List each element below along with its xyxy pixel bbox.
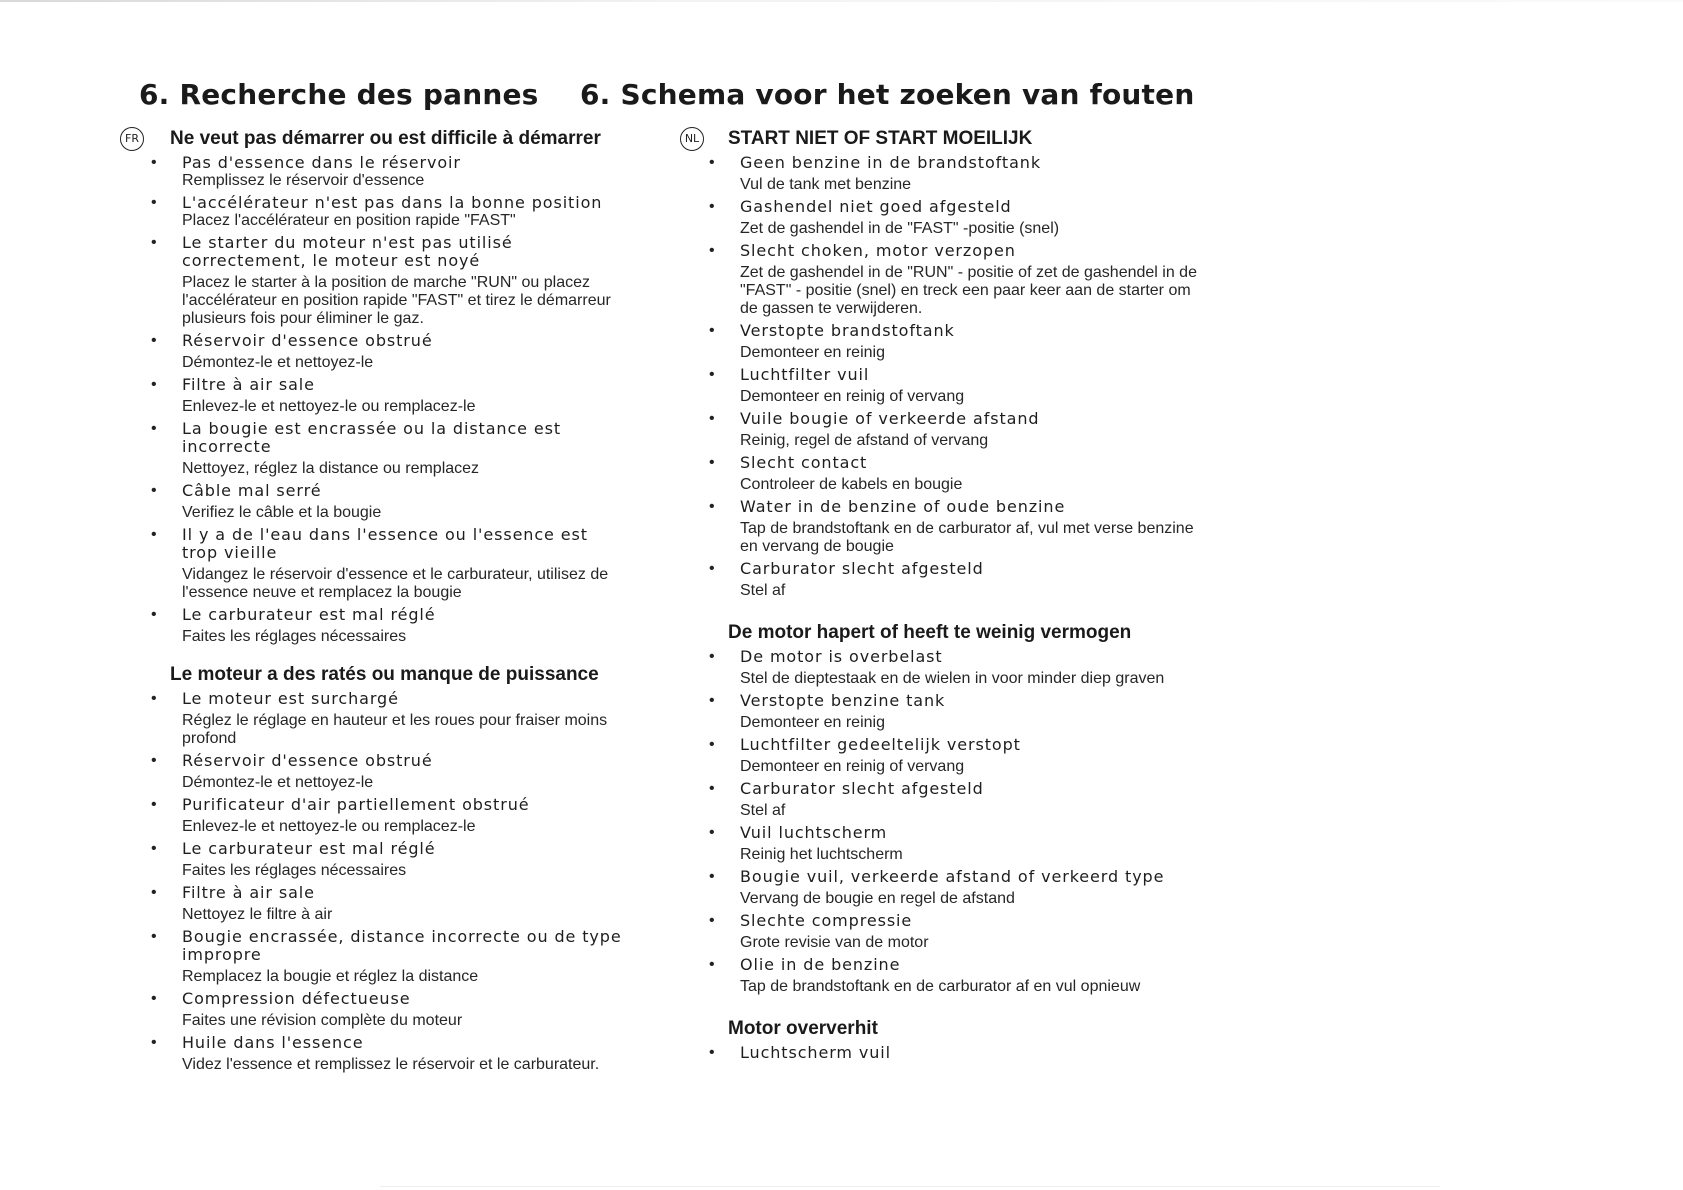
problem-text: Carburator slecht afgesteld bbox=[740, 779, 984, 798]
section-heading: Ne veut pas démarrer ou est difficile à démarrer bbox=[170, 128, 601, 149]
bullet-icon: • bbox=[709, 322, 715, 339]
problem-text: L'accélérateur n'est pas dans la bonne position bbox=[182, 193, 603, 212]
remedy-text: Zet de gashendel in de "RUN" - positie of zet de gashendel in de "FAST" - positie (snel) en treck een paar keer aan de starter om de gassen te verwijderen. bbox=[740, 264, 1197, 317]
list-item bbox=[676, 690, 1210, 732]
nl-language-icon: NL bbox=[680, 127, 704, 151]
troubleshoot-list bbox=[118, 688, 634, 1074]
bullet-icon: • bbox=[709, 824, 715, 841]
remedy-text: Faites une révision complète du moteur bbox=[182, 1012, 463, 1029]
page-title-nl: 6. Schema voor het zoeken van fouten bbox=[580, 78, 1195, 111]
list-item bbox=[676, 910, 1210, 952]
remedy-text: Reinig het luchtscherm bbox=[740, 846, 903, 863]
column-fr bbox=[118, 126, 634, 1076]
remedy-text: Placez le starter à la position de marche "RUN" ou placez l'accélérateur en position rapide "FAST" et tirez le démarreur plusieurs fois pour éliminer le gaz. bbox=[182, 274, 611, 327]
problem-text: Slecht contact bbox=[740, 453, 868, 472]
bullet-icon: • bbox=[709, 1044, 715, 1061]
remedy-text: Demonteer en reinig of vervang bbox=[740, 388, 965, 405]
list-item bbox=[118, 418, 634, 478]
bullet-icon: • bbox=[709, 780, 715, 797]
problem-text: Bougie encrassée, distance incorrecte ou de type impropre bbox=[182, 927, 622, 964]
problem-text: Luchtfilter vuil bbox=[740, 365, 870, 384]
problem-text: De motor is overbelast bbox=[740, 647, 943, 666]
bullet-icon: • bbox=[151, 194, 157, 211]
bullet-icon: • bbox=[151, 154, 157, 171]
list-item bbox=[118, 988, 634, 1030]
remedy-text: Videz l'essence et remplissez le réservoir et le carburateur. bbox=[182, 1056, 600, 1073]
bullet-icon: • bbox=[151, 606, 157, 623]
problem-text: Huile dans l'essence bbox=[182, 1033, 364, 1052]
nl-section-0 bbox=[676, 126, 1210, 600]
remedy-text: Nettoyez, réglez la distance ou remplacez bbox=[182, 460, 480, 477]
list-item bbox=[118, 688, 634, 748]
remedy-text: Démontez-le et nettoyez-le bbox=[182, 774, 374, 791]
remedy-text: Demonteer en reinig bbox=[740, 714, 885, 731]
problem-text: Slecht choken, motor verzopen bbox=[740, 241, 1016, 260]
remedy-text: Faites les réglages nécessaires bbox=[182, 862, 407, 879]
problem-text: Luchtscherm vuil bbox=[740, 1043, 891, 1062]
problem-text: Luchtfilter gedeeltelijk verstopt bbox=[740, 735, 1021, 754]
bullet-icon: • bbox=[709, 366, 715, 383]
column-nl bbox=[676, 126, 1210, 1064]
bullet-icon: • bbox=[151, 420, 157, 437]
remedy-text: Verifiez le câble et la bougie bbox=[182, 504, 382, 521]
troubleshoot-list bbox=[676, 646, 1210, 996]
remedy-text: Remplissez le réservoir d'essence bbox=[182, 172, 425, 189]
bullet-icon: • bbox=[151, 990, 157, 1007]
list-item bbox=[676, 954, 1210, 996]
problem-text: Bougie vuil, verkeerde afstand of verkeerd type bbox=[740, 867, 1165, 886]
list-item bbox=[118, 838, 634, 880]
remedy-text: Vul de tank met benzine bbox=[740, 176, 912, 193]
list-item bbox=[676, 646, 1210, 688]
bullet-icon: • bbox=[151, 796, 157, 813]
list-item bbox=[118, 374, 634, 416]
troubleshoot-list bbox=[676, 152, 1210, 600]
remedy-text: Reinig, regel de afstand of vervang bbox=[740, 432, 989, 449]
list-item bbox=[676, 778, 1210, 820]
bullet-icon: • bbox=[709, 198, 715, 215]
troubleshoot-list bbox=[118, 152, 634, 646]
problem-text: Geen benzine in de brandstoftank bbox=[740, 153, 1041, 172]
list-item bbox=[676, 152, 1210, 194]
problem-text: Olie in de benzine bbox=[740, 955, 901, 974]
problem-text: La bougie est encrassée ou la distance est incorrecte bbox=[182, 419, 562, 456]
list-item bbox=[118, 330, 634, 372]
problem-text: Le carburateur est mal réglé bbox=[182, 839, 436, 858]
remedy-text: Demonteer en reinig of vervang bbox=[740, 758, 965, 775]
remedy-text: Nettoyez le filtre à air bbox=[182, 906, 333, 923]
problem-text: Vuile bougie of verkeerde afstand bbox=[740, 409, 1040, 428]
bullet-icon: • bbox=[151, 482, 157, 499]
bullet-icon: • bbox=[709, 242, 715, 259]
remedy-text: Stel af bbox=[740, 582, 786, 599]
list-item bbox=[118, 232, 634, 328]
remedy-text: Zet de gashendel in de "FAST" -positie (snel) bbox=[740, 220, 1060, 237]
bullet-icon: • bbox=[709, 560, 715, 577]
problem-text: Carburator slecht afgesteld bbox=[740, 559, 984, 578]
problem-text: Water in de benzine of oude benzine bbox=[740, 497, 1066, 516]
list-item bbox=[118, 480, 634, 522]
nl-section-1 bbox=[676, 620, 1210, 996]
problem-text: Pas d'essence dans le réservoir bbox=[182, 153, 461, 172]
remedy-text: Faites les réglages nécessaires bbox=[182, 628, 407, 645]
list-item bbox=[676, 822, 1210, 864]
problem-text: Il y a de l'eau dans l'essence ou l'essence est trop vieille bbox=[182, 525, 588, 562]
problem-text: Filtre à air sale bbox=[182, 375, 315, 394]
list-item bbox=[676, 1042, 1210, 1062]
bullet-icon: • bbox=[151, 884, 157, 901]
problem-text: Verstopte benzine tank bbox=[740, 691, 946, 710]
problem-text: Compression défectueuse bbox=[182, 989, 411, 1008]
list-item bbox=[676, 452, 1210, 494]
problem-text: Purificateur d'air partiellement obstrué bbox=[182, 795, 530, 814]
list-item bbox=[118, 750, 634, 792]
remedy-text: Démontez-le et nettoyez-le bbox=[182, 354, 374, 371]
remedy-text: Enlevez-le et nettoyez-le ou remplacez-le bbox=[182, 398, 476, 415]
list-item bbox=[118, 794, 634, 836]
fr-language-icon: FR bbox=[120, 127, 144, 151]
problem-text: Réservoir d'essence obstrué bbox=[182, 751, 433, 770]
nl-section-2 bbox=[676, 1016, 1210, 1062]
section-heading: START NIET OF START MOEILIJK bbox=[728, 128, 1033, 149]
list-item bbox=[676, 866, 1210, 908]
bullet-icon: • bbox=[151, 526, 157, 543]
list-item bbox=[118, 604, 634, 646]
bullet-icon: • bbox=[709, 648, 715, 665]
remedy-text: Tap de brandstoftank en de carburator af, vul met verse benzine en vervang de bougie bbox=[740, 520, 1194, 555]
remedy-text: Enlevez-le et nettoyez-le ou remplacez-le bbox=[182, 818, 476, 835]
bullet-icon: • bbox=[151, 234, 157, 251]
list-item bbox=[676, 364, 1210, 406]
remedy-text: Vervang de bougie en regel de afstand bbox=[740, 890, 1015, 907]
bottom-divider bbox=[380, 1186, 1440, 1187]
bullet-icon: • bbox=[709, 868, 715, 885]
problem-text: Slechte compressie bbox=[740, 911, 913, 930]
problem-text: Vuil luchtscherm bbox=[740, 823, 888, 842]
bullet-icon: • bbox=[151, 752, 157, 769]
bullet-icon: • bbox=[709, 912, 715, 929]
remedy-text: Stel de dieptestaak en de wielen in voor minder diep graven bbox=[740, 670, 1165, 687]
section-heading: De motor hapert of heeft te weinig vermogen bbox=[728, 622, 1132, 643]
list-item bbox=[118, 152, 634, 190]
remedy-text: Grote revisie van de motor bbox=[740, 934, 929, 951]
problem-text: Réservoir d'essence obstrué bbox=[182, 331, 433, 350]
remedy-text: Stel af bbox=[740, 802, 786, 819]
fr-section-0 bbox=[118, 126, 634, 646]
bullet-icon: • bbox=[709, 410, 715, 427]
page-title-fr: 6. Recherche des pannes bbox=[139, 78, 539, 111]
list-item bbox=[118, 192, 634, 230]
remedy-text: Placez l'accélérateur en position rapide "FAST" bbox=[182, 212, 516, 229]
remedy-text: Vidangez le réservoir d'essence et le carburateur, utilisez de l'essence neuve et remplacez la bougie bbox=[182, 566, 609, 601]
section-heading: Le moteur a des ratés ou manque de puissance bbox=[170, 664, 599, 685]
bullet-icon: • bbox=[709, 692, 715, 709]
troubleshoot-list bbox=[676, 1042, 1210, 1062]
list-item bbox=[676, 408, 1210, 450]
problem-text: Verstopte brandstoftank bbox=[740, 321, 955, 340]
bullet-icon: • bbox=[151, 332, 157, 349]
problem-text: Câble mal serré bbox=[182, 481, 322, 500]
bullet-icon: • bbox=[151, 376, 157, 393]
list-item bbox=[676, 240, 1210, 318]
problem-text: Filtre à air sale bbox=[182, 883, 315, 902]
bullet-icon: • bbox=[151, 928, 157, 945]
bullet-icon: • bbox=[709, 154, 715, 171]
remedy-text: Tap de brandstoftank en de carburator af en vul opnieuw bbox=[740, 978, 1141, 995]
bullet-icon: • bbox=[709, 736, 715, 753]
problem-text: Le carburateur est mal réglé bbox=[182, 605, 436, 624]
fr-section-1 bbox=[118, 662, 634, 1074]
remedy-text: Controleer de kabels en bougie bbox=[740, 476, 963, 493]
list-item bbox=[676, 734, 1210, 776]
list-item bbox=[676, 320, 1210, 362]
bullet-icon: • bbox=[709, 498, 715, 515]
bullet-icon: • bbox=[151, 1034, 157, 1051]
list-item bbox=[676, 496, 1210, 556]
remedy-text: Remplacez la bougie et réglez la distance bbox=[182, 968, 479, 985]
bullet-icon: • bbox=[151, 690, 157, 707]
list-item bbox=[118, 1032, 634, 1074]
bullet-icon: • bbox=[151, 840, 157, 857]
list-item bbox=[118, 882, 634, 924]
bullet-icon: • bbox=[709, 956, 715, 973]
bullet-icon: • bbox=[709, 454, 715, 471]
list-item bbox=[118, 524, 634, 602]
list-item bbox=[118, 926, 634, 986]
remedy-text: Réglez le réglage en hauteur et les roues pour fraiser moins profond bbox=[182, 712, 608, 747]
list-item bbox=[676, 558, 1210, 600]
section-heading: Motor oververhit bbox=[728, 1018, 878, 1039]
problem-text: Gashendel niet goed afgesteld bbox=[740, 197, 1012, 216]
problem-text: Le starter du moteur n'est pas utilisé correctement, le moteur est noyé bbox=[182, 233, 513, 270]
remedy-text: Demonteer en reinig bbox=[740, 344, 885, 361]
list-item bbox=[676, 196, 1210, 238]
problem-text: Le moteur est surchargé bbox=[182, 689, 399, 708]
top-divider bbox=[0, 0, 1683, 2]
